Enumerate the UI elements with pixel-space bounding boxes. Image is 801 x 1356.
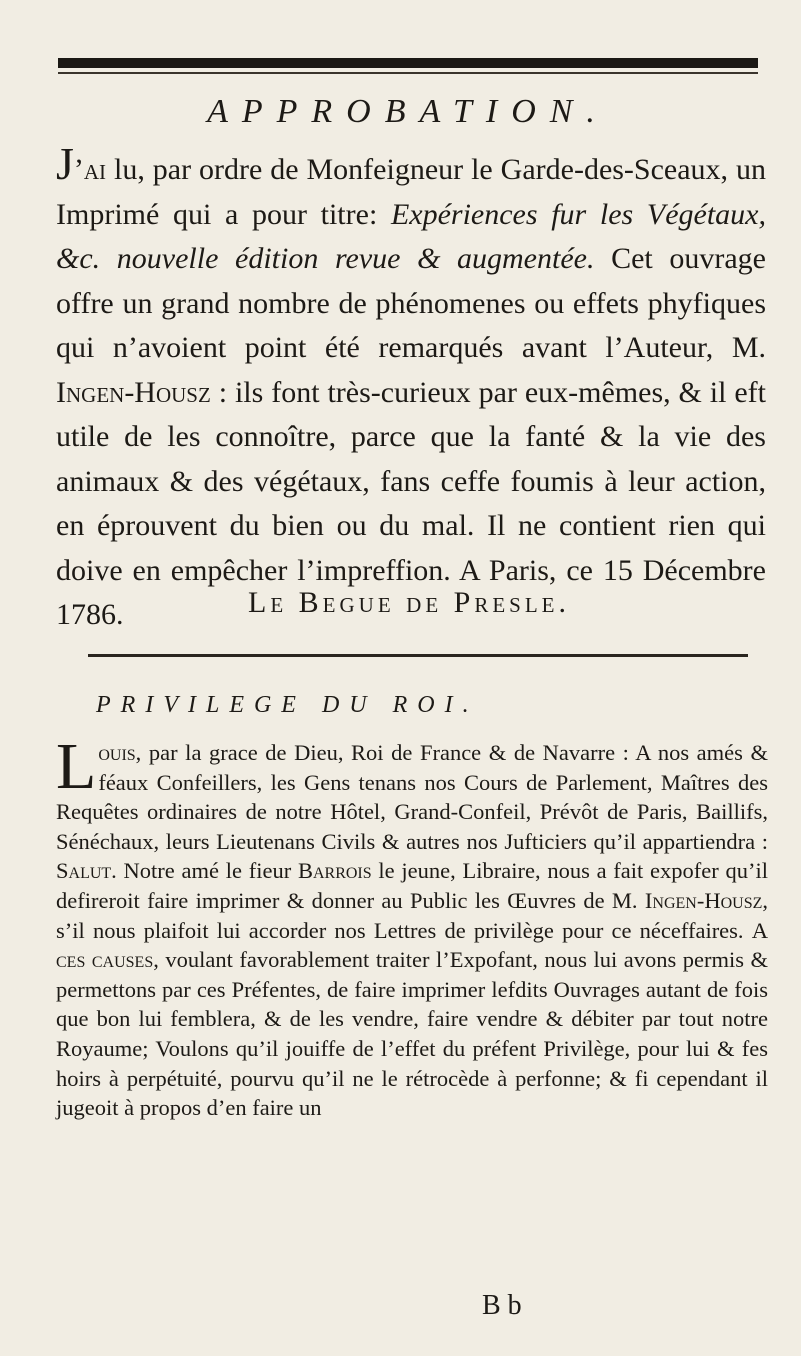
privilege-text-4: , s’il nous plaifoit lui accorder nos Lettres de privilège pour ce néceffaires. <box>56 887 768 943</box>
a-ces-causes: A ces causes, <box>56 917 768 973</box>
salut-word: Salut. <box>56 858 117 884</box>
approbation-text-2: Cet ouvrage offre un grand nombre de phénomenes ou effets phyfiques qui n’avoient point été remarqués avant l’Auteur, M. <box>56 242 766 364</box>
privilege-text-3: le jeune, Libraire, nous a fait expofer qu’il defireroit faire imprimer & donner au Public les Œuvres de M. <box>56 858 768 913</box>
approbation-paragraph <box>56 138 766 638</box>
section-divider <box>88 654 748 657</box>
book-title: Expériences fur les Végétaux, &c. nouvelle édition revue & augmentée. <box>56 197 766 275</box>
approbation-opening: ’ai <box>73 153 107 186</box>
approbation-signature: Le Begue de Presle. <box>248 586 570 619</box>
author-name: Ingen-Housz <box>56 375 211 409</box>
gathering-signature-mark: B b <box>482 1290 522 1321</box>
book-page <box>48 0 768 1356</box>
privilege-opening: ouis <box>98 740 136 765</box>
top-thin-rule <box>58 72 758 74</box>
privilege-initial: L <box>56 730 97 803</box>
privilege-text-5: voulant favorablement traiter l’Expofant, nous lui avons permis & permettons par ces Préfentes, de faire imprimer lefdits Ouvrages autant de fois que bon lui femblera, & de les vendre, faire vendre & débiter par tout notre Royaume; Voulons qu’il jouiffe de l’effet du préfent Privilège, pour lui & fes hoirs à perpétuité, pourvu qu’il ne le rétrocède à perfonne; & fi cependant il jugeoit à propos d’en faire un <box>56 947 768 1121</box>
approbation-text-3: : ils font très-curieux par eux-mêmes, & il eft utile de les connoître, parce que la fanté & la vie des animaux & des végétaux, fans ceffe foumis à leur action, en éprouvent du bien ou du mal. Il ne contient rien qui doive en empêcher l’impreffion. A Paris, ce 15 Décembre 1786. <box>56 375 766 631</box>
privilege-heading: PRIVILEGE DU ROI. <box>96 692 479 718</box>
privilege-text-2: Notre amé le fieur <box>116 858 298 884</box>
approbation-initial: J <box>56 138 74 189</box>
approbation-heading: APPROBATION. <box>207 93 609 130</box>
publisher-name: Barrois <box>297 858 372 884</box>
privilege-author-name: Ingen-Housz <box>644 887 763 913</box>
privilege-text-1: , par la grace de Dieu, Roi de France & de Navarre : A nos amés & féaux Confeillers, les Gens tenans nos Cours de Parlement, Maîtres des Requêtes ordinaires de notre Hôtel, Grand-Confeil, Prévôt de Paris, Baillifs, Sénéchaux, leurs Lieutenans Civils & autres nos Jufticiers qu’il appartiendra : <box>56 740 768 854</box>
approbation-text-1: lu, par ordre de Monfeigneur le Garde-des-Sceaux, un Imprimé qui a pour titre: <box>56 153 766 231</box>
privilege-paragraph <box>56 730 768 1123</box>
top-ornamental-rule <box>58 58 758 68</box>
